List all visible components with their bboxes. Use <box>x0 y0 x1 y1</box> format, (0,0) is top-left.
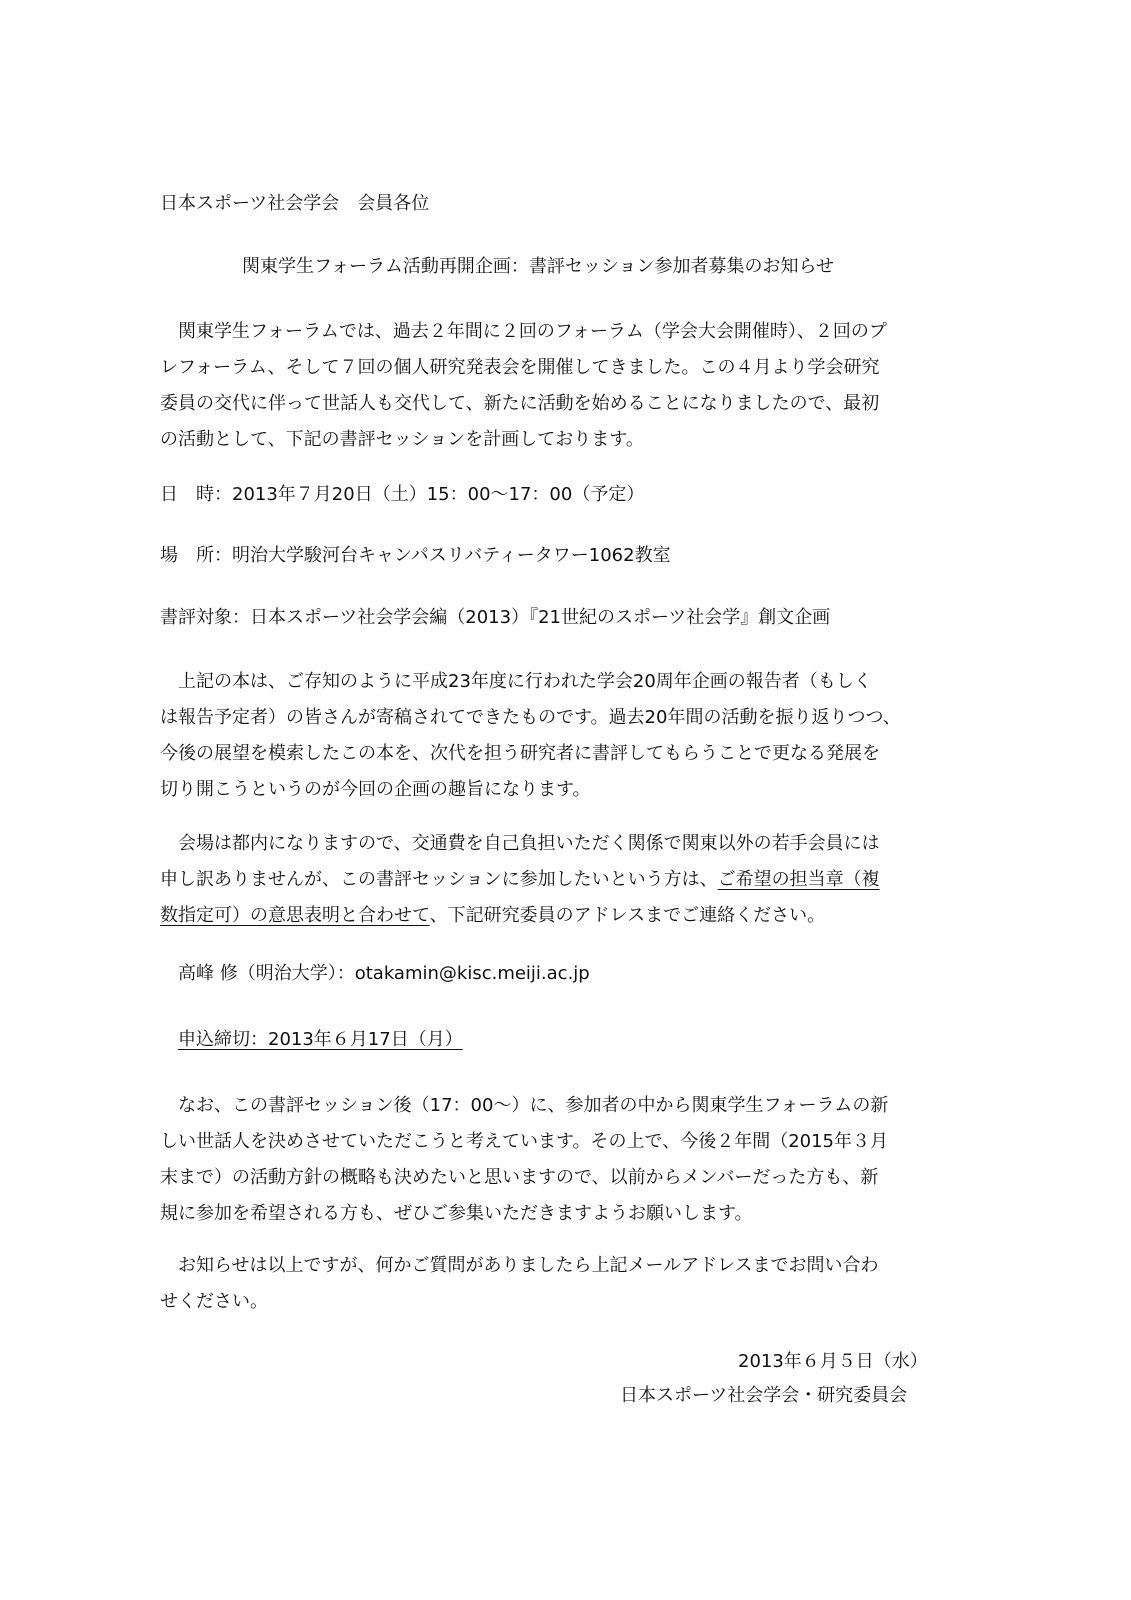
venue-line-text: 、下記研究委員のアドレスまでご連絡ください。 <box>429 905 826 926</box>
venue-line <box>160 862 960 898</box>
book-desc-line: 切り開こうというのが今回の企画の趣旨になります。 <box>160 779 591 800</box>
after-line: 規に参加を希望される方も、ぜひご参集いただきますようお願いします。 <box>160 1203 753 1224</box>
intro-line: 委員の交代に伴って世話人も交代して、新たに活動を始めることになりましたので、最初 <box>160 393 880 414</box>
venue-line <box>160 898 960 934</box>
book-description-paragraph <box>160 664 960 808</box>
contact-text: 高峰 修（明治大学）：otakamin@kisc.meiji.ac.jp <box>178 963 590 984</box>
contact <box>160 956 960 992</box>
addressee <box>160 186 960 222</box>
book-target <box>160 600 960 636</box>
deadline-text: 申込締切：2013年６月17日（月） <box>178 1029 463 1050</box>
book-desc-line: 今後の展望を模索したこの本を、次代を担う研究者に書評してもらうことで更なる発展を <box>160 743 880 764</box>
book-desc-line: は報告予定者）の皆さんが寄稿されてできたものです。過去20年間の活動を振り返りつつ、 <box>160 707 901 728</box>
after-line: しい世話人を決めさせていただこうと考えています。その上で、今後２年間（2015年３月 <box>160 1131 889 1152</box>
book-text: 書評対象：日本スポーツ社会学会編（2013）『21世紀のスポーツ社会学』創文企画 <box>160 607 831 628</box>
document-title: 関東学生フォーラム活動再開企画：書評セッション参加者募集のお知らせ <box>242 256 835 277</box>
venue-line: 会場は都内になりますので、交通費を自己負担いただく関係で関東以外の若手会員には <box>178 833 880 854</box>
place-text: 場 所：明治大学駿河台キャンパスリバティータワー1062教室 <box>160 545 671 566</box>
intro-paragraph <box>160 314 960 458</box>
venue-paragraph <box>160 826 960 934</box>
after-session-paragraph <box>160 1088 960 1232</box>
venue-underlined-text: 数指定可）の意思表明と合わせて <box>160 905 430 926</box>
datetime-text: 日 時：2013年７月20日（土）15：00～17：00（予定） <box>160 484 645 505</box>
addressee-text: 日本スポーツ社会学会 会員各位 <box>160 193 430 214</box>
book-desc-line: 上記の本は、ご存知のように平成23年度に行われた学会20周年企画の報告者（もしく <box>178 671 872 692</box>
venue-underlined-text: ご希望の担当章（複 <box>717 869 880 890</box>
closing-paragraph <box>160 1248 960 1320</box>
venue-line-text: 申し訳ありませんが、この書評セッションに参加したいという方は、 <box>160 869 718 890</box>
intro-line: の活動として、下記の書評セッションを計画しております。 <box>160 429 644 450</box>
deadline <box>160 1022 960 1058</box>
signature: 日本スポーツ社会学会・研究委員会 <box>620 1385 908 1406</box>
event-place <box>160 538 960 574</box>
after-line: なお、この書評セッション後（17：00～）に、参加者の中から関東学生フォーラムの新 <box>178 1095 889 1116</box>
intro-line: 関東学生フォーラムでは、過去２年間に２回のフォーラム（学会大会開催時）、２回のプ <box>178 321 887 342</box>
closing-line: せください。 <box>160 1291 268 1312</box>
deadline-line <box>160 1022 960 1058</box>
intro-line: レフォーラム、そして７回の個人研究発表会を開催してきました。この４月より学会研究 <box>160 357 880 378</box>
after-line: 末まで）の活動方針の概略も決めたいと思いますので、以前からメンバーだった方も、新 <box>160 1167 879 1188</box>
event-datetime <box>160 477 960 513</box>
document-date: 2013年６月５日（水） <box>738 1351 928 1372</box>
closing-line: お知らせは以上ですが、何かご質問がありましたら上記メールアドレスまでお問い合わ <box>178 1255 879 1276</box>
